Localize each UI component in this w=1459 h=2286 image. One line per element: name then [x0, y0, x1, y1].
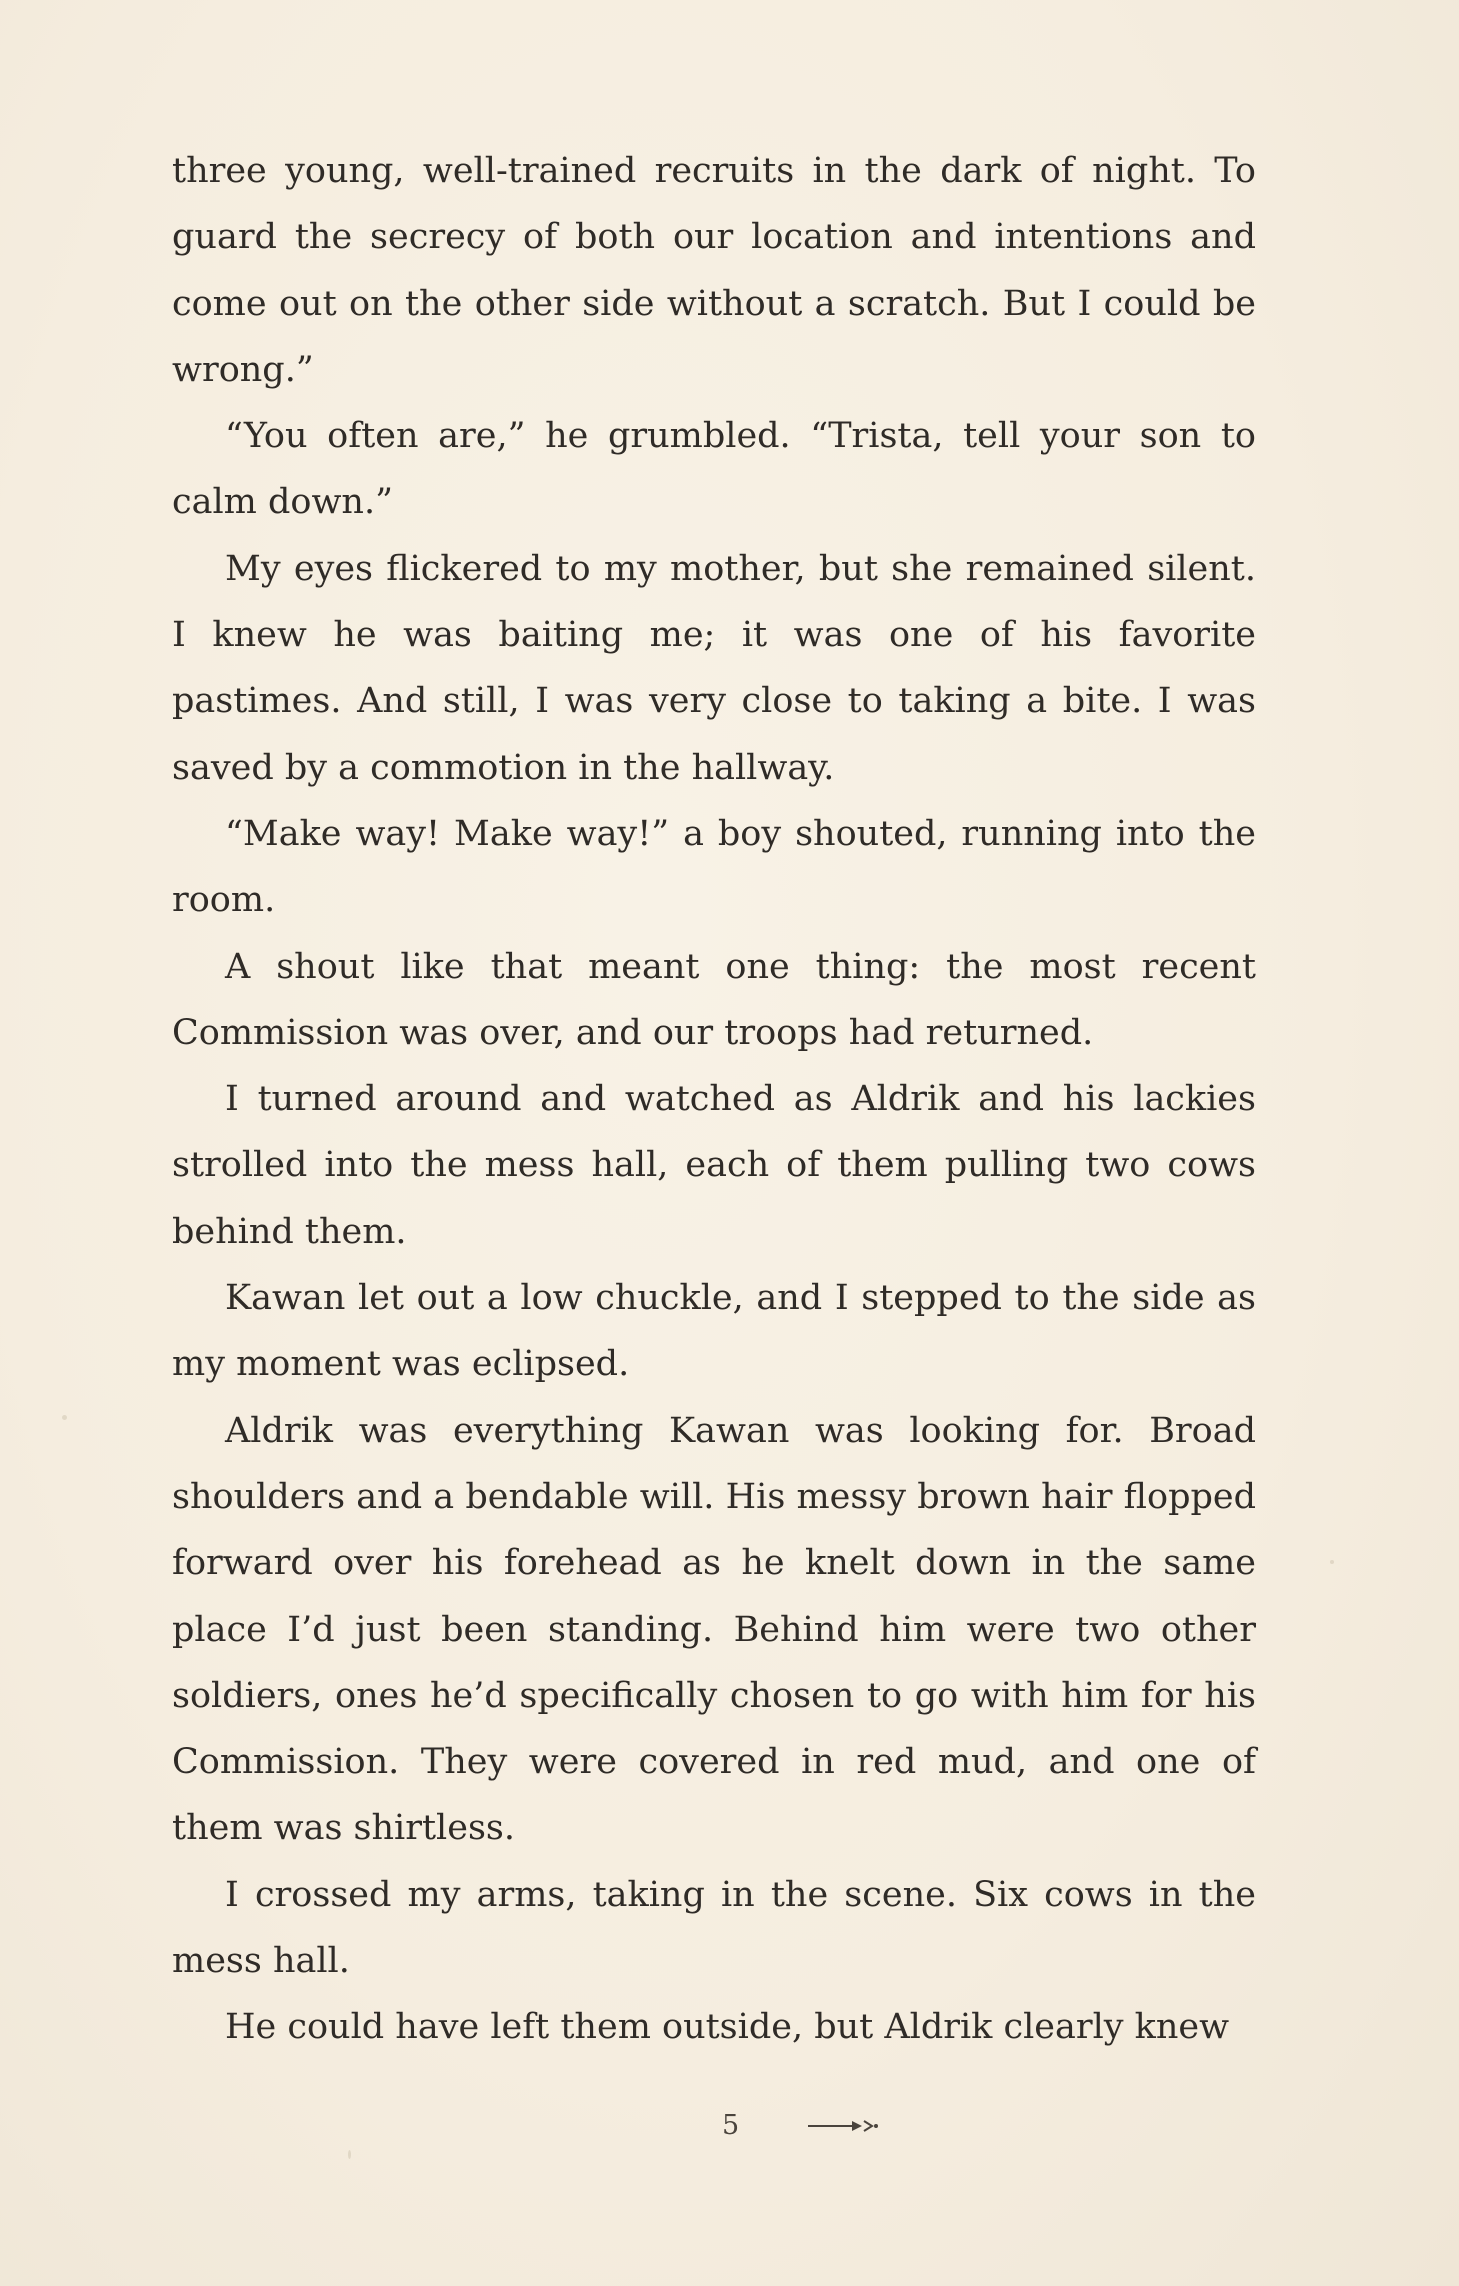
paragraph: “You often are,” he grumbled. “Trista, tell your son to calm down.” — [172, 416, 1256, 523]
paragraph: A shout like that meant one thing: the most recent Commission was over, and our troops had returned. — [172, 946, 1256, 1053]
paper-speck — [348, 2150, 351, 2159]
paragraph: Kawan let out a low chuckle, and I stepped to the side as my moment was eclipsed. — [172, 1278, 1256, 1385]
arrow-ornament-icon — [806, 2116, 882, 2136]
paragraph: I crossed my arms, taking in the scene. Six cows in the mess hall. — [172, 1874, 1256, 1982]
paper-speck — [62, 1415, 67, 1420]
paragraph: My eyes flickered to my mother, but she remained silent. I knew he was baiting me; it was one of his favorite pastimes. And still, I was very close to taking a bite. I was saved by a commotion in the hallway. — [172, 548, 1256, 788]
paper-speck — [1330, 1560, 1334, 1564]
page-footer — [0, 2110, 1459, 2150]
body-text — [172, 138, 1256, 2061]
page-number: 5 — [722, 2110, 740, 2141]
paragraph: Aldrik was everything Kawan was looking for. Broad shoulders and a bendable will. His messy brown hair flopped forward over his forehead as he knelt down in the same place I’d just been standing. Behind him were two other soldiers, ones he’d specifically chosen to go with him for his Commission. They were covered in red mud, and one of them was shirtless. — [172, 1410, 1256, 1849]
paragraph: He could have left them outside, but Aldrik clearly knew — [225, 2007, 1230, 2048]
paragraph: I turned around and watched as Aldrik and his lackies strolled into the mess hall, each of them pulling two cows behind them. — [172, 1079, 1256, 1252]
paragraph-continued: three young, well-trained recruits in the dark of night. To guard the secrecy of both our location and intentions and come out on the other side without a scratch. But I could be wrong.” — [172, 151, 1256, 390]
paragraph: “Make way! Make way!” a boy shouted, running into the room. — [172, 813, 1256, 921]
